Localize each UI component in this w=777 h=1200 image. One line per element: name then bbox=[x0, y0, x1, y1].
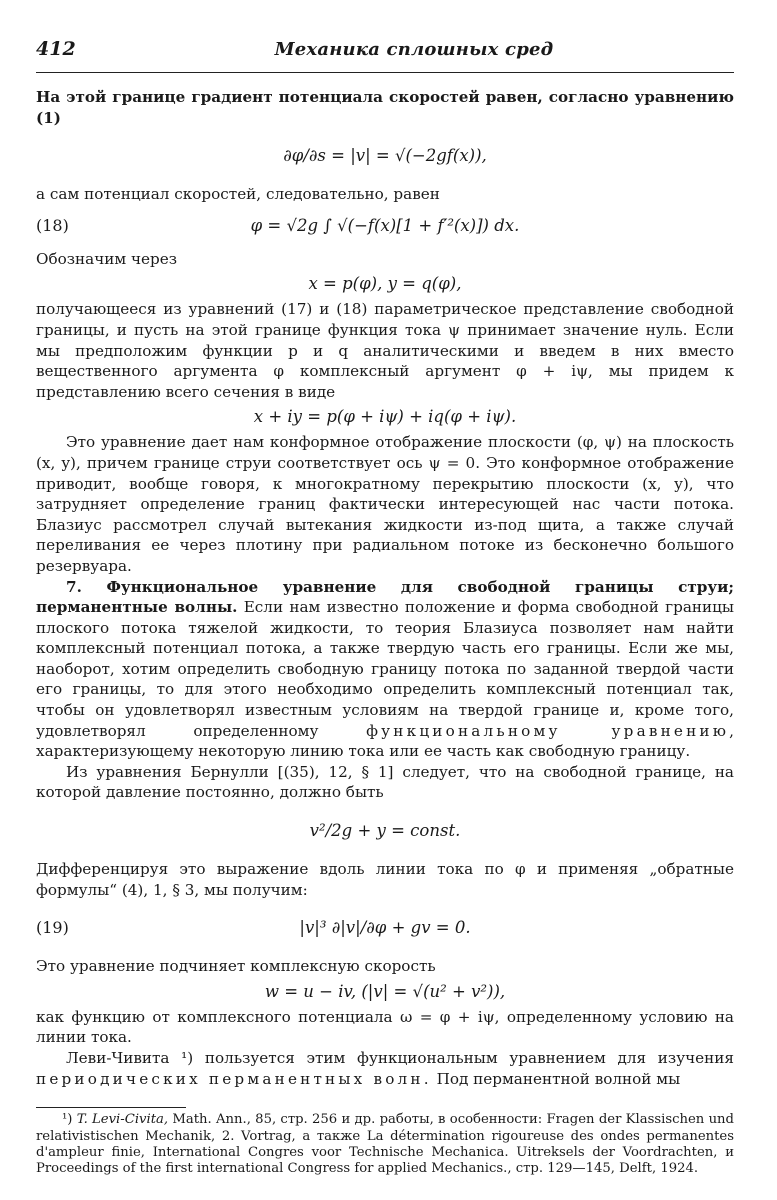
equation-19 bbox=[36, 900, 734, 956]
equation-18-text: φ = √2g ∫ √(−f(x)[1 + f′²(x)]) dx. bbox=[250, 216, 520, 236]
footnote-rule bbox=[36, 1107, 186, 1108]
equation-19-number: (19) bbox=[36, 917, 69, 937]
footnote-text: Math. Ann., 85, стр. 256 и др. работы, в особенности: Fragen der Klassischen und relativistischen Mechanik, 2. Vortrag, а также La détermination rigoureuse des ondes permanentes d'ampleur finie, International Congres voor Technische Mechanica. Uitreksels der Voordrachten, и Proceedings of the first international Congress for applied Mechanics., стр. 129—145, Delft, 1924. bbox=[36, 1112, 734, 1177]
section-7-spaced-term: функциональному уравнению bbox=[366, 721, 730, 740]
section-7-text-a: Если нам известно положение и форма свободной границы плоского потока тяжелой жидкости, то теория Блазиуса позволяет нам найти комплексный потенциал потока, а также твердую часть его границы. Если же мы, наоборот, хотим определить свободную границу потока по заданной твердой части его границы, то для этого необходимо определить комплексный потенциал так, чтобы он удовлетворял известным условиям на твердой границе и, кроме того, удовлетворял определенному bbox=[36, 598, 734, 740]
equation-18-number: (18) bbox=[36, 216, 69, 236]
equation-xy-text: x = p(φ), y = q(φ), bbox=[308, 274, 462, 294]
equation-18 bbox=[36, 205, 734, 249]
paragraph-complex-velocity: Это уравнение подчиняет комплексную скорость bbox=[36, 957, 436, 976]
running-header bbox=[36, 38, 734, 73]
equation-w-text: w = u − iv, (|v| = √(u² + v²)), bbox=[264, 981, 506, 1001]
paragraph-conformal: Это уравнение дает нам конформное отображение плоскости (φ, ψ) на плоскость (x, y), причем границе струи соответствует ось ψ = 0. Это конформное отображение приводит, вообще говоря, к многократному перекрытию плоскости (x, y), что затрудняет определение границ фактически интересующей нас части потока. Блазиус рассмотрел случай вытекания жидкости из-под щита, а также случай переливания ее через плотину при радиальном потоке из бесконечно большого резервуара. bbox=[36, 433, 734, 575]
text-line-1: На этой границе градиент потенциала скоростей равен, согласно уравнению (1) bbox=[36, 88, 734, 127]
paragraph-parametric: получающееся из уравнений (17) и (18) параметрическое представление свободной границы, и пусть на этой границе функция тока ψ принимает значение нуль. Если мы предположим функции p и q аналитическими и введем в них вместо вещественного аргумента φ комплексный аргумент φ + iψ, мы придем к представлению всего сечения в виде bbox=[36, 300, 734, 401]
footnote-marker: ¹) bbox=[62, 1112, 77, 1128]
section-7-paragraph bbox=[36, 577, 734, 762]
equation-gradient-text: ∂φ/∂s = |v| = √(−2gf(x)), bbox=[283, 145, 487, 165]
equation-complex-section-text: x + iy = p(φ + iψ) + iq(φ + iψ). bbox=[253, 407, 517, 427]
equation-bernoulli-text: v²/2g + y = const. bbox=[309, 820, 461, 840]
section-7-heading: 7. Функциональное уравнение для свободной границы струи; перманентные волны. bbox=[36, 577, 734, 617]
levi-civita-spaced-term: периодических перманентных волн. bbox=[36, 1069, 432, 1088]
page-number: 412 bbox=[36, 38, 76, 60]
levi-civita-text-b: Под перманентной волной мы bbox=[431, 1069, 681, 1088]
equation-bernoulli bbox=[36, 803, 734, 859]
paragraph-differentiate: Дифференцируя это выражение вдоль линии тока по φ и применяя „обратные формулы“ (4), 1, § 3, мы получим: bbox=[36, 860, 734, 899]
text-line-2: а сам потенциал скоростей, следовательно, равен bbox=[36, 185, 440, 204]
paragraph-levi-civita bbox=[36, 1048, 734, 1089]
equation-complex-section bbox=[36, 402, 734, 432]
text-line-3: Обозначим через bbox=[36, 249, 178, 268]
main-text bbox=[36, 87, 734, 1178]
equation-w bbox=[36, 977, 734, 1007]
levi-civita-text-a: Леви-Чивита ¹) пользуется этим функциональным уравнением для изучения bbox=[66, 1049, 734, 1067]
equation-xy bbox=[36, 269, 734, 299]
paragraph-function: как функцию от комплексного потенциала ω = φ + iψ, определенному условию на линии тока. bbox=[36, 1007, 734, 1047]
equation-19-text: |v|³ ∂|v|/∂φ + gv = 0. bbox=[299, 917, 471, 937]
footnote bbox=[36, 1112, 734, 1178]
footnote-author: T. Levi-Civita, bbox=[76, 1112, 169, 1128]
equation-gradient bbox=[36, 128, 734, 184]
running-title: Механика сплошных сред bbox=[274, 39, 554, 60]
page bbox=[36, 38, 734, 1178]
section-7-text-b: , характеризующему некоторую линию тока или ее часть как свободную границу. bbox=[36, 721, 734, 761]
paragraph-bernoulli: Из уравнения Бернулли [(35), 12, § 1] следует, что на свободной границе, на которой давление постоянно, должно быть bbox=[36, 762, 734, 802]
